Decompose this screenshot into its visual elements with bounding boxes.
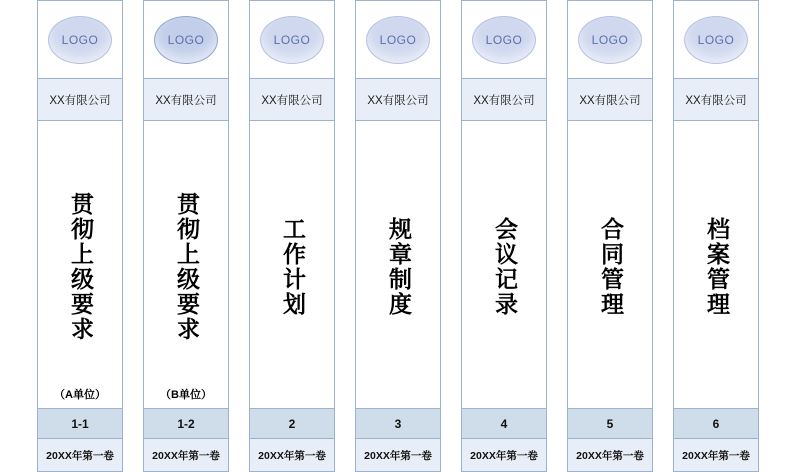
number-cell — [38, 409, 122, 439]
logo-cell — [568, 1, 652, 79]
company-cell — [568, 79, 652, 121]
spine-title: 贯彻上级要求 — [68, 191, 94, 342]
spine-title: 规章制度 — [386, 216, 412, 317]
spine-number: 5 — [606, 416, 614, 431]
logo-text: LOGO — [697, 32, 735, 47]
binder-spine-label — [37, 0, 123, 472]
company-cell — [250, 79, 334, 121]
spine-title: 档案管理 — [704, 216, 730, 317]
logo-cell — [462, 1, 546, 79]
title-cell — [568, 121, 652, 409]
number-cell — [250, 409, 334, 439]
company-name: XX有限公司 — [49, 94, 111, 107]
number-cell — [674, 409, 758, 439]
number-cell — [356, 409, 440, 439]
spine-number: 4 — [500, 416, 508, 431]
title-cell — [674, 121, 758, 409]
oval-logo-placeholder-icon — [472, 16, 536, 64]
company-cell — [462, 79, 546, 121]
company-name: XX有限公司 — [685, 94, 747, 107]
spine-volume: 20XX年第一卷 — [152, 449, 220, 462]
binder-spine-label — [143, 0, 229, 472]
logo-cell — [674, 1, 758, 79]
number-cell — [568, 409, 652, 439]
company-cell — [356, 79, 440, 121]
logo-cell — [250, 1, 334, 79]
spine-volume: 20XX年第一卷 — [576, 449, 644, 462]
binder-spine-label — [355, 0, 441, 472]
number-cell — [144, 409, 228, 439]
volume-cell — [38, 439, 122, 471]
logo-cell — [144, 1, 228, 79]
spine-volume: 20XX年第一卷 — [46, 449, 114, 462]
volume-cell — [250, 439, 334, 471]
spine-title: 工作计划 — [280, 216, 306, 317]
spine-number: 2 — [288, 416, 296, 431]
oval-logo-placeholder-icon — [260, 16, 324, 64]
logo-text: LOGO — [61, 32, 99, 47]
spine-title: 会议记录 — [492, 216, 518, 317]
volume-cell — [462, 439, 546, 471]
title-cell — [144, 121, 228, 409]
company-cell — [144, 79, 228, 121]
title-cell — [250, 121, 334, 409]
logo-text: LOGO — [485, 32, 523, 47]
volume-cell — [144, 439, 228, 471]
title-cell — [38, 121, 122, 409]
logo-text: LOGO — [591, 32, 629, 47]
title-cell — [356, 121, 440, 409]
title-cell — [462, 121, 546, 409]
company-name: XX有限公司 — [261, 94, 323, 107]
spine-number: 1-2 — [177, 416, 195, 431]
number-cell — [462, 409, 546, 439]
binder-spine-label — [461, 0, 547, 472]
binder-spine-label — [673, 0, 759, 472]
binder-spine-label — [249, 0, 335, 472]
volume-cell — [356, 439, 440, 471]
logo-cell — [38, 1, 122, 79]
company-name: XX有限公司 — [367, 94, 429, 107]
volume-cell — [674, 439, 758, 471]
spine-title: 合同管理 — [598, 216, 624, 317]
company-cell — [38, 79, 122, 121]
oval-logo-placeholder-icon — [684, 16, 748, 64]
logo-text: LOGO — [379, 32, 417, 47]
company-name: XX有限公司 — [579, 94, 641, 107]
spine-subunit: （A单位） — [54, 389, 106, 401]
spine-volume: 20XX年第一卷 — [470, 449, 538, 462]
company-name: XX有限公司 — [473, 94, 535, 107]
company-name: XX有限公司 — [155, 94, 217, 107]
spine-number: 3 — [394, 416, 402, 431]
oval-logo-placeholder-icon — [154, 16, 218, 64]
volume-cell — [568, 439, 652, 471]
logo-text: LOGO — [167, 32, 205, 47]
spine-subunit: （B单位） — [160, 389, 212, 401]
spine-volume: 20XX年第一卷 — [258, 449, 326, 462]
oval-logo-placeholder-icon — [48, 16, 112, 64]
spine-title: 贯彻上级要求 — [174, 191, 200, 342]
logo-text: LOGO — [273, 32, 311, 47]
company-cell — [674, 79, 758, 121]
spine-number: 1-1 — [71, 416, 89, 431]
oval-logo-placeholder-icon — [578, 16, 642, 64]
binder-spine-label — [567, 0, 653, 472]
spine-volume: 20XX年第一卷 — [364, 449, 432, 462]
oval-logo-placeholder-icon — [366, 16, 430, 64]
spine-volume: 20XX年第一卷 — [682, 449, 750, 462]
spine-number: 6 — [712, 416, 720, 431]
logo-cell — [356, 1, 440, 79]
